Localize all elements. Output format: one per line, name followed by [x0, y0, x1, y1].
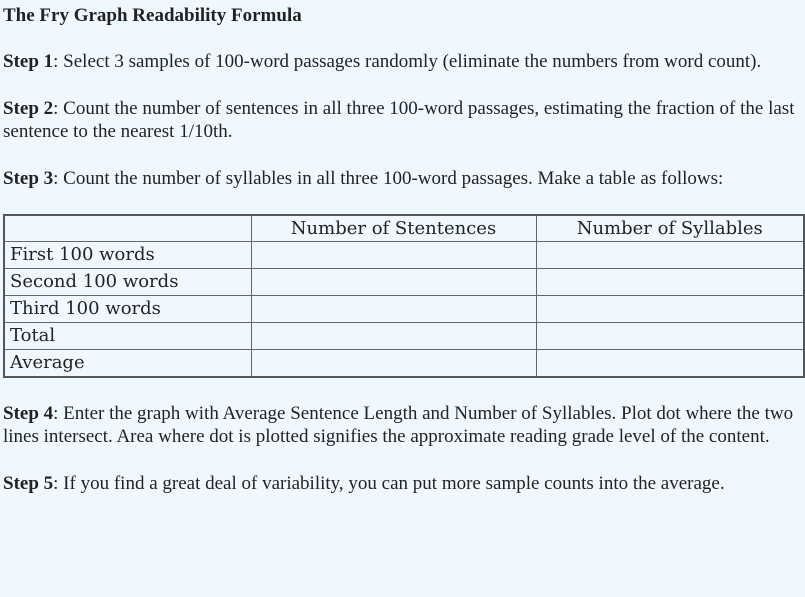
- syllables-cell: [536, 269, 804, 296]
- row-label: Second 100 words: [4, 269, 251, 296]
- syllables-cell: [536, 323, 804, 350]
- sentences-cell: [251, 323, 536, 350]
- table-row: [4, 296, 804, 323]
- step-5-label: Step 5: [3, 473, 54, 494]
- syllables-cell: [536, 296, 804, 323]
- syllable-count-table: [3, 214, 805, 378]
- page-title: The Fry Graph Readability Formula: [3, 5, 302, 26]
- header-empty: [4, 215, 251, 242]
- step-3: [3, 167, 802, 190]
- table-row: [4, 350, 804, 378]
- step-5-text: : If you find a great deal of variability, you can put more sample counts into the average.: [53, 473, 725, 494]
- step-4-text: : Enter the graph with Average Sentence Length and Number of Syllables. Plot dot where the two lines intersect. Area where dot is plotted signifies the approximate reading grade level of the content.: [3, 403, 794, 447]
- table-row: [4, 269, 804, 296]
- row-label: Total: [4, 323, 251, 350]
- step-4-label: Step 4: [3, 403, 54, 424]
- row-label: First 100 words: [4, 242, 251, 269]
- row-label: Average: [4, 350, 251, 378]
- step-1-label: Step 1: [3, 51, 54, 72]
- step-5: [3, 472, 802, 495]
- sentences-cell: [251, 269, 536, 296]
- step-4: [3, 402, 802, 448]
- step-1-text: : Select 3 samples of 100-word passages randomly (eliminate the numbers from word count).: [53, 51, 762, 72]
- header-sentences: Number of Stentences: [251, 215, 536, 242]
- step-3-label: Step 3: [3, 168, 54, 189]
- row-label: Third 100 words: [4, 296, 251, 323]
- syllables-cell: [536, 350, 804, 378]
- sentences-cell: [251, 350, 536, 378]
- table-row: [4, 242, 804, 269]
- syllables-cell: [536, 242, 804, 269]
- table-row: [4, 323, 804, 350]
- table-header-row: [4, 215, 804, 242]
- sentences-cell: [251, 242, 536, 269]
- sentences-cell: [251, 296, 536, 323]
- step-2-label: Step 2: [3, 98, 54, 119]
- header-syllables: Number of Syllables: [536, 215, 804, 242]
- step-3-text: : Count the number of syllables in all three 100-word passages. Make a table as follows:: [53, 168, 724, 189]
- step-1: [3, 50, 802, 73]
- step-2-text: : Count the number of sentences in all three 100-word passages, estimating the fraction of the last sentence to the nearest 1/10th.: [3, 98, 795, 142]
- step-2: [3, 97, 802, 143]
